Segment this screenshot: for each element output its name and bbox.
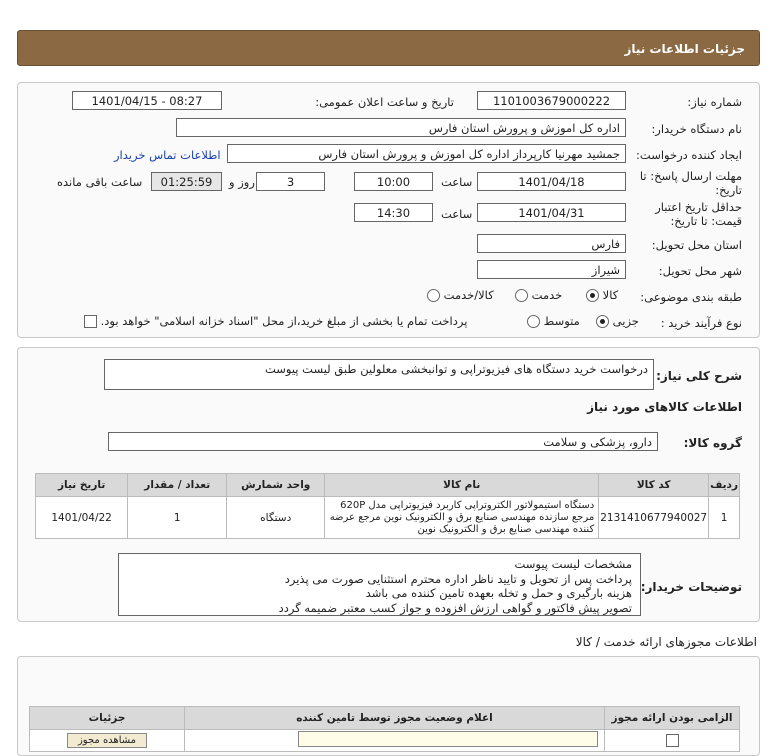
cell-row: 1 [709,497,740,539]
category-option-service-label: خدمت [531,288,563,302]
col-status: اعلام وضعیت مجوز توسط تامین کننده [185,707,605,730]
process-option-minor[interactable] [596,314,639,328]
cell-qty: 1 [128,497,227,539]
table-row [30,730,740,752]
col-row: ردیف [709,474,740,497]
province-label: استان محل تحویل: [651,238,742,252]
goods-group-label: گروه کالا: [683,436,742,450]
process-option-medium-label: متوسط [543,314,580,328]
remaining-time-field: 01:25:59 [151,172,222,191]
province-field[interactable]: فارس [477,234,626,253]
buyer-note-line: پرداخت پس از تحویل و تایید ناظر اداره محترم استثنایی صورت می پذیرد [284,571,632,586]
summary-field[interactable]: درخواست خرید دستگاه های فیزیوتراپی و توانبخشی معلولین طبق لیست پیوست [104,359,654,390]
goods-group-field[interactable]: دارو، پزشکی و سلامت [108,432,658,451]
goods-table [35,473,740,539]
buyer-notes-label: توضیحات خریدار: [640,580,742,594]
page-header [17,30,760,66]
table-row[interactable] [36,497,740,539]
deadline-label: مهلت ارسال پاسخ: تا تاریخ: [639,169,742,197]
goods-table-header [36,474,740,497]
announce-label: تاریخ و ساعت اعلان عمومی: [315,95,454,109]
category-goods-radio[interactable] [586,289,599,302]
days-label: روز و [229,175,255,189]
days-field[interactable]: 3 [256,172,325,191]
col-required: الزامی بودن ارائه مجوز [605,707,740,730]
category-option-goods-label: کالا [602,288,619,302]
category-service-radio[interactable] [515,289,528,302]
creator-label: ایجاد کننده درخواست: [636,148,742,162]
licenses-table [29,706,740,752]
deadline-time-field[interactable]: 10:00 [354,172,433,191]
licenses-table-header [30,707,740,730]
buyer-org-label: نام دستگاه خریدار: [651,122,742,136]
page-title: جزئیات اطلاعات نیاز [624,42,745,56]
licenses-section-title: اطلاعات مجوزهای ارائه خدمت / کالا [575,635,757,649]
category-option-both-label: کالا/خدمت [443,288,494,302]
validity-label: حداقل تاریخ اعتبار قیمت: تا تاریخ: [655,200,742,228]
buyer-contact-link[interactable]: اطلاعات تماس خریدار [114,148,221,162]
category-label: طبقه بندی موضوعی: [640,290,742,304]
deadline-time-label: ساعت [441,175,473,189]
payment-checkbox[interactable] [84,315,97,328]
view-license-button[interactable]: مشاهده مجوز [67,733,147,748]
col-code: کد کالا [599,474,709,497]
cell-unit: دستگاه [227,497,325,539]
license-required-checkbox[interactable] [666,734,679,747]
validity-time-label: ساعت [441,207,473,221]
category-both-radio[interactable] [427,289,440,302]
announce-field[interactable]: 1401/04/15 - 08:27 [72,91,222,110]
cell-date: 1401/04/22 [36,497,128,539]
license-required-cell [605,730,740,752]
category-option-goods[interactable] [586,288,618,302]
city-label: شهر محل تحویل: [658,264,742,278]
creator-field[interactable]: جمشید مهرنیا کارپرداز اداره کل اموزش و پرورش استان فارس [227,144,626,163]
process-option-medium[interactable] [527,314,580,328]
city-field[interactable]: شیراز [477,260,626,279]
col-qty: تعداد / مقدار [128,474,227,497]
buyer-org-field[interactable]: اداره کل اموزش و پرورش استان فارس [176,118,626,137]
process-label: نوع فرآیند خرید : [660,316,742,330]
validity-date-field[interactable]: 1401/04/31 [477,203,626,222]
category-option-both[interactable] [427,288,494,302]
license-status-cell [185,730,605,752]
remaining-label: ساعت باقی مانده [57,175,143,189]
category-option-service[interactable] [515,288,562,302]
deadline-date-field[interactable]: 1401/04/18 [477,172,626,191]
buyer-note-line: تصویر پیش فاکتور و گواهی ارزش افزوده و جواز کسب معتبر ضمیمه گردد [278,600,632,615]
col-date: تاریخ نیاز [36,474,128,497]
license-details-cell [30,730,185,752]
col-name: نام کالا [325,474,599,497]
summary-label: شرح کلی نیاز: [656,369,742,383]
cell-name: دستگاه استیمولاتور الکتروتراپی کاربرد فیزیوتراپی مدل 620P مرجع سازنده مهندسی صنایع برق و الکترونیک نوین مرجع عرضه کننده مهندسی صنایع برق و الکترونیک نوین [325,497,599,539]
goods-section-title: اطلاعات کالاهای مورد نیاز [587,400,742,414]
need-number-label: شماره نیاز: [687,95,742,109]
validity-time-field[interactable]: 14:30 [354,203,433,222]
payment-note-label: پرداخت تمام یا بخشی از مبلغ خرید،از محل "اسناد خزانه اسلامی" خواهد بود. [100,314,468,328]
process-minor-radio[interactable] [596,315,609,328]
col-unit: واحد شمارش [227,474,325,497]
buyer-notes-field[interactable] [118,553,641,616]
col-details: جزئیات [30,707,185,730]
cell-code: 2131410677940027 [599,497,709,539]
process-option-minor-label: جزیی [612,314,639,328]
buyer-note-line: مشخصات لیست پیوست [514,557,632,571]
need-number-field[interactable]: 1101003679000222 [477,91,626,110]
buyer-note-line: هزینه بارگیری و حمل و تخله بعهده تامین کننده می باشد [365,586,632,600]
payment-note[interactable] [84,314,467,328]
process-medium-radio[interactable] [527,315,540,328]
